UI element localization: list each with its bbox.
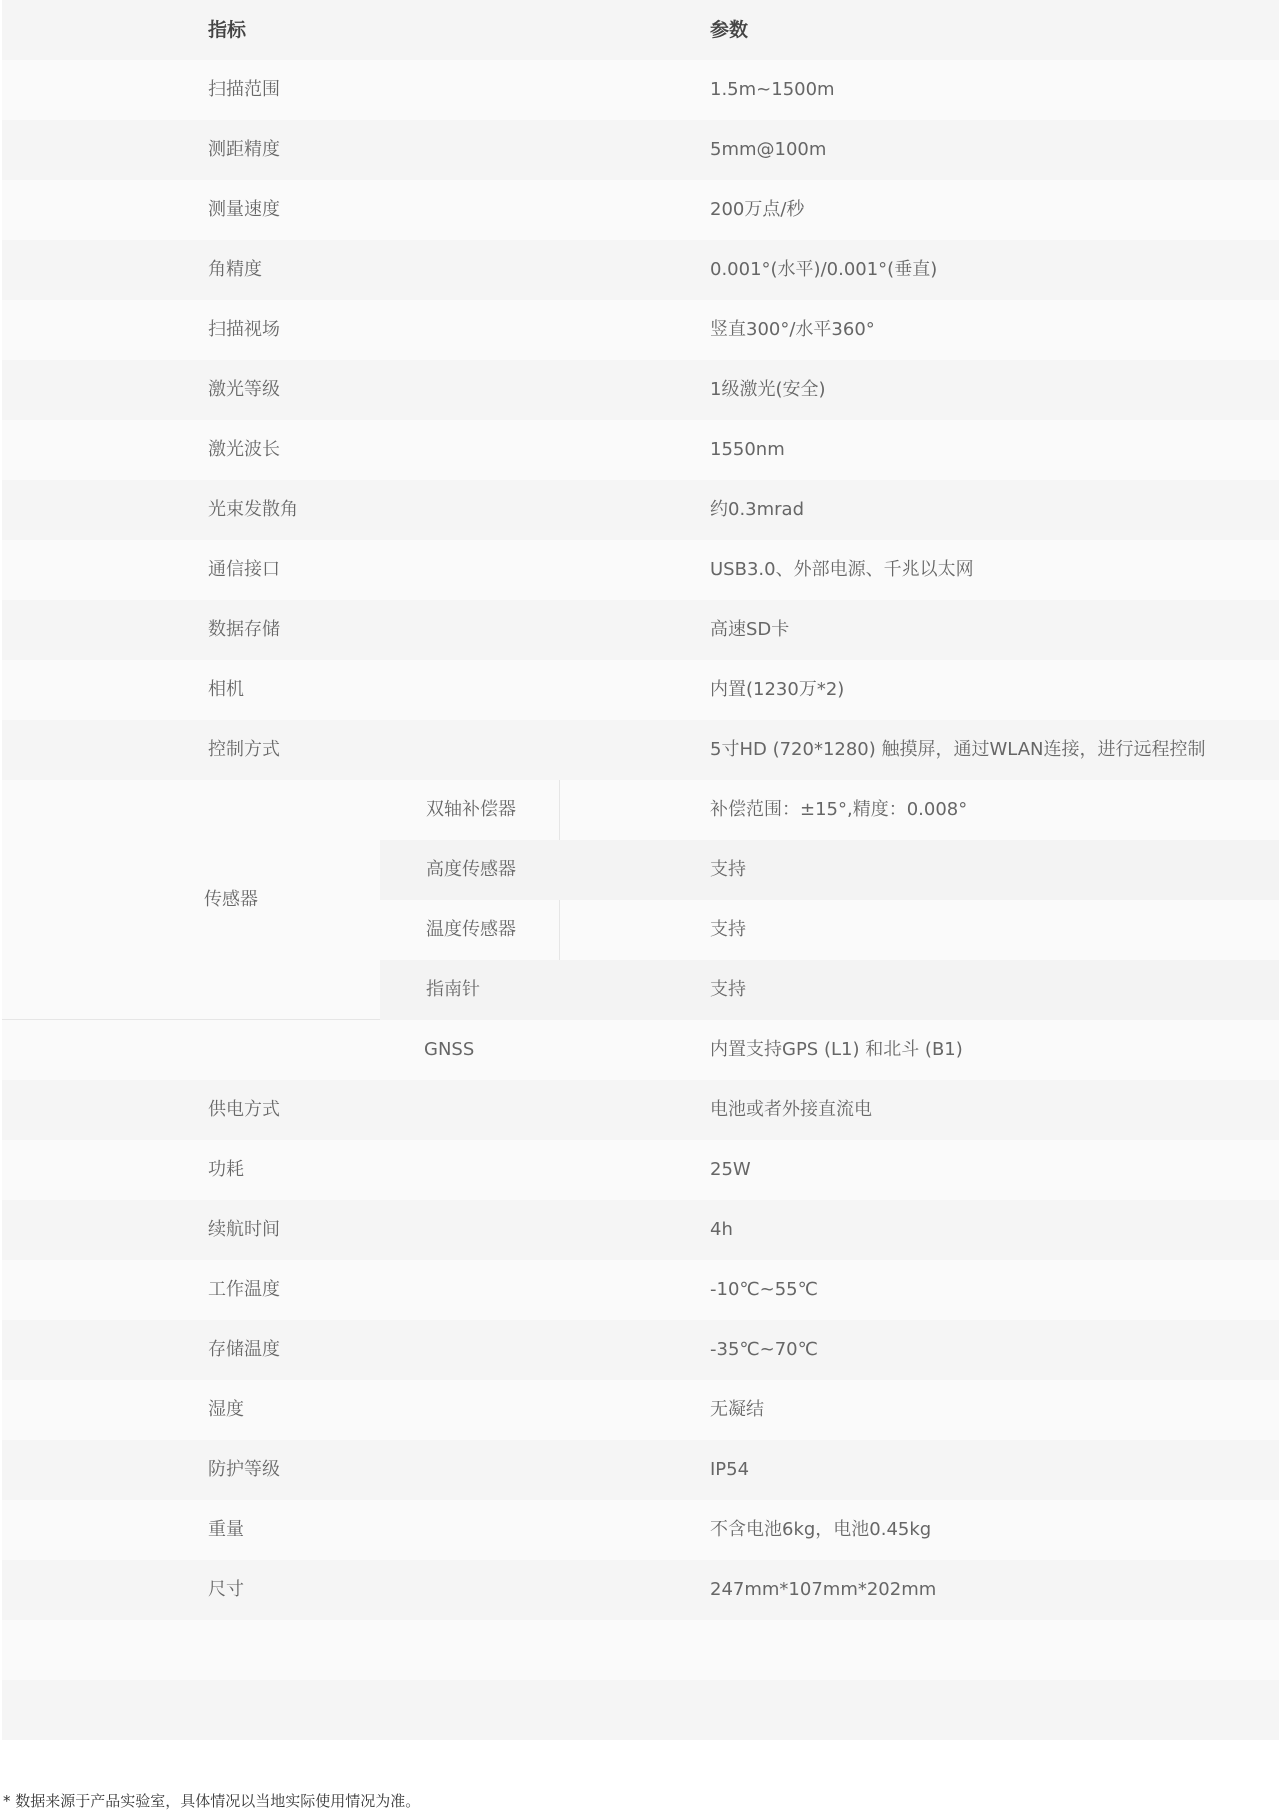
row-label: 光束发散角 <box>208 499 298 520</box>
table-row <box>2 1440 1279 1500</box>
sensor-group <box>2 780 1279 1020</box>
table-row <box>2 540 1279 600</box>
table-row <box>2 60 1279 120</box>
table-row <box>2 720 1279 780</box>
table-row <box>2 1020 1279 1080</box>
row-value: 1550nm <box>710 439 785 460</box>
row-value: 200万点/秒 <box>710 199 805 220</box>
table-row <box>2 120 1279 180</box>
table-row <box>2 1560 1279 1620</box>
table-row <box>2 300 1279 360</box>
header-value: 参数 <box>710 19 749 41</box>
row-value: -10℃~55℃ <box>710 1279 818 1300</box>
gnss-label: GNSS <box>424 1039 475 1060</box>
row-label: 防护等级 <box>208 1459 280 1480</box>
table-row <box>2 1320 1279 1380</box>
row-value: 5mm@100m <box>710 139 827 160</box>
row-value: 约0.3mrad <box>710 499 805 520</box>
row-value: 无凝结 <box>710 1399 764 1420</box>
row-value: 1级激光(安全) <box>710 379 826 400</box>
divider <box>559 780 560 840</box>
table-row <box>2 660 1279 720</box>
table-row <box>2 1200 1279 1260</box>
row-label: 存储温度 <box>208 1339 280 1360</box>
row-label: 续航时间 <box>208 1219 280 1240</box>
sensor-sub-label: 温度传感器 <box>426 919 516 940</box>
row-value: 高速SD卡 <box>710 619 790 640</box>
table-row <box>2 360 1279 420</box>
sensor-sub-label: 高度传感器 <box>426 859 516 880</box>
row-value: 竖直300°/水平360° <box>710 319 875 340</box>
table-header-row <box>2 0 1279 60</box>
table-row <box>2 420 1279 480</box>
row-value: USB3.0、外部电源、千兆以太网 <box>710 559 974 580</box>
table-row-empty <box>2 1680 1279 1740</box>
divider <box>559 900 560 960</box>
row-label: 工作温度 <box>208 1279 280 1300</box>
row-value: 25W <box>710 1159 751 1180</box>
table-row <box>2 1140 1279 1200</box>
row-label: 湿度 <box>208 1399 244 1420</box>
row-label: 角精度 <box>208 259 262 280</box>
table-row <box>2 1260 1279 1320</box>
row-label: 供电方式 <box>208 1099 280 1120</box>
sensor-subrow <box>380 840 1279 900</box>
table-row <box>2 240 1279 300</box>
row-value: 247mm*107mm*202mm <box>710 1579 937 1600</box>
row-label: 测距精度 <box>208 139 280 160</box>
row-value: 5寸HD (720*1280) 触摸屏，通过WLAN连接，进行远程控制 <box>710 739 1206 760</box>
table-row <box>2 480 1279 540</box>
row-value: 电池或者外接直流电 <box>710 1099 872 1120</box>
row-label: 功耗 <box>208 1159 244 1180</box>
row-value: 1.5m~1500m <box>710 79 835 100</box>
row-label: 通信接口 <box>208 559 280 580</box>
row-value: IP54 <box>710 1459 750 1480</box>
sensor-subrow <box>380 960 1279 1020</box>
row-label: 扫描视场 <box>208 319 280 340</box>
row-label: 激光波长 <box>208 439 280 460</box>
row-label: 控制方式 <box>208 739 280 760</box>
row-value: 不含电池6kg，电池0.45kg <box>710 1519 932 1540</box>
table-row <box>2 1380 1279 1440</box>
row-label: 尺寸 <box>208 1579 244 1600</box>
row-value: 0.001°(水平)/0.001°(垂直) <box>710 259 938 280</box>
row-value: -35℃~70℃ <box>710 1339 818 1360</box>
row-label: 数据存储 <box>208 619 280 640</box>
header-label: 指标 <box>208 19 247 41</box>
gnss-value: 内置支持GPS (L1) 和北斗 (B1) <box>710 1039 963 1060</box>
sensor-subrows <box>380 780 1279 1020</box>
sensor-sub-value: 支持 <box>710 919 746 940</box>
row-label: 测量速度 <box>208 199 280 220</box>
footnote: * 数据来源于产品实验室，具体情况以当地实际使用情况为准。 <box>3 1792 421 1810</box>
row-label: 激光等级 <box>208 379 280 400</box>
table-row-empty <box>2 1620 1279 1680</box>
sensor-label: 传感器 <box>204 889 258 910</box>
row-value: 4h <box>710 1219 733 1240</box>
table-row <box>2 1500 1279 1560</box>
spec-table <box>2 0 1279 1740</box>
sensor-sub-label: 指南针 <box>426 979 480 1000</box>
row-label: 重量 <box>208 1519 244 1540</box>
row-label: 相机 <box>208 679 244 700</box>
sensor-sub-value: 支持 <box>710 859 746 880</box>
row-label: 扫描范围 <box>208 79 280 100</box>
sensor-subrow <box>380 780 1279 840</box>
row-value: 内置(1230万*2) <box>710 679 845 700</box>
sensor-sub-value: 支持 <box>710 979 746 1000</box>
sensor-sub-label: 双轴补偿器 <box>426 799 516 820</box>
table-row <box>2 180 1279 240</box>
sensor-subrow <box>380 900 1279 960</box>
table-row <box>2 1080 1279 1140</box>
table-row <box>2 600 1279 660</box>
sensor-sub-value: 补偿范围：±15°,精度：0.008° <box>710 799 968 820</box>
